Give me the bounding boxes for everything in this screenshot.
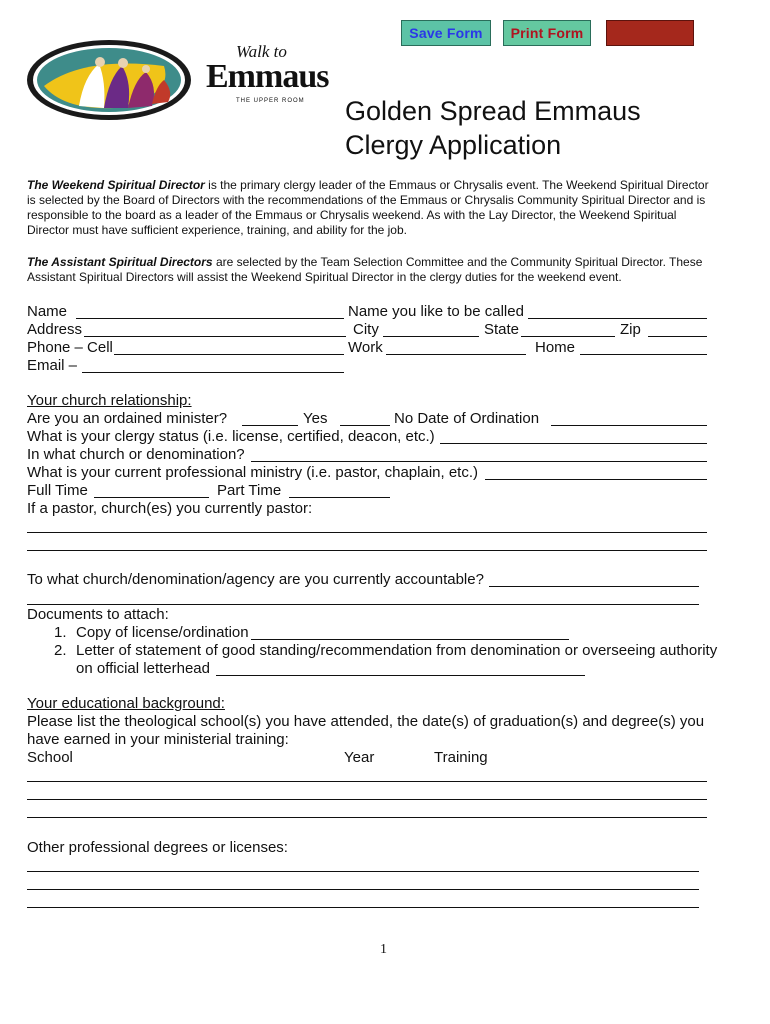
email-field[interactable] — [82, 372, 344, 373]
ordained-yes-field[interactable] — [242, 425, 298, 426]
logo-walk-to-text: Walk to — [236, 42, 287, 61]
reset-form-button[interactable] — [606, 20, 694, 46]
intro-p1-text: is the primary clergy leader of the Emmaus or Chrysalis event. The Weekend Spiritual Director is selected by the Board of Directors with the recommendations of the Emmaus or Chrysalis Community Spiritual Director and is responsible to the board as a leader of the Emmaus or Chrysalis weekend. As with the Lay Director, the Weekend Spiritual Director must have sufficient experience, training, and ability for the job. — [27, 178, 709, 237]
print-form-button[interactable] — [503, 20, 591, 46]
part-time-label: Part Time — [217, 482, 282, 499]
zip-label: Zip — [620, 321, 641, 338]
other-degrees-label: Other professional degrees or licenses: — [27, 839, 288, 856]
address-field[interactable] — [84, 336, 346, 337]
other-degrees-line-3[interactable] — [27, 907, 699, 908]
home-label: Home — [535, 339, 576, 356]
accountable-field[interactable] — [489, 586, 699, 587]
document-item-1-label: Copy of license/ordination — [76, 624, 249, 641]
print-form-label: Print Form — [510, 25, 584, 41]
church-heading: Your church relationship: — [27, 392, 192, 409]
page-title-line1: Golden Spread Emmaus — [345, 96, 641, 126]
intro-paragraph-2 — [27, 255, 717, 285]
education-instructions-line1: Please list the theological school(s) you have attended, the date(s) of graduation(s) and degree(s) you — [27, 713, 705, 730]
ordination-date-field[interactable] — [551, 425, 707, 426]
ministry-field[interactable] — [485, 479, 707, 480]
work-label: Work — [348, 339, 383, 356]
education-instructions-line2: have earned in your ministerial training: — [27, 731, 289, 748]
email-label: Email – — [27, 357, 78, 374]
intro-p1-bold: The Weekend Spiritual Director — [27, 178, 205, 192]
denomination-field[interactable] — [251, 461, 707, 462]
document-item-1-number: 1. — [54, 624, 67, 641]
pastor-field-line-2[interactable] — [27, 550, 707, 551]
ordained-label: Are you an ordained minister? — [27, 410, 228, 427]
home-field[interactable] — [580, 354, 707, 355]
accountable-field-line-2[interactable] — [27, 604, 699, 605]
education-field-line-1[interactable] — [27, 781, 707, 782]
address-label: Address — [27, 321, 83, 338]
ordination-date-label: No Date of Ordination — [394, 410, 540, 427]
intro-p2-bold: The Assistant Spiritual Directors — [27, 255, 213, 269]
zip-field[interactable] — [648, 336, 707, 337]
save-form-button[interactable] — [401, 20, 491, 46]
phone-cell-label: Phone – Cell — [27, 339, 113, 356]
city-field[interactable] — [383, 336, 479, 337]
denomination-label: In what church or denomination? — [27, 446, 245, 463]
documents-heading: Documents to attach: — [27, 606, 169, 623]
pastor-field-line-1[interactable] — [27, 532, 707, 533]
walk-to-emmaus-logo — [24, 36, 329, 122]
work-field[interactable] — [386, 354, 526, 355]
document-item-2-label-line2: on official letterhead — [76, 660, 210, 677]
intro-paragraph-1 — [27, 178, 717, 238]
clergy-status-field[interactable] — [440, 443, 707, 444]
column-year: Year — [344, 749, 375, 766]
called-field[interactable] — [528, 318, 707, 319]
page-number: 1 — [380, 942, 387, 957]
education-field-line-3[interactable] — [27, 817, 707, 818]
intro-p2-text: are selected by the Team Selection Committee and the Community Spiritual Director. These Assistant Spiritual Directors will assist the Weekend Spiritual Director in the clergy duties for the weekend event. — [27, 255, 703, 284]
name-label: Name — [27, 303, 68, 320]
license-field[interactable] — [251, 639, 569, 640]
page-title-line2: Clergy Application — [345, 130, 562, 160]
ordained-no-field[interactable] — [340, 425, 390, 426]
state-label: State — [484, 321, 520, 338]
state-field[interactable] — [521, 336, 615, 337]
document-item-2-label: Letter of statement of good standing/recommendation from denomination or overseeing authority — [76, 642, 718, 659]
pastor-label: If a pastor, church(es) you currently pastor: — [27, 500, 313, 517]
called-label: Name you like to be called — [348, 303, 524, 320]
logo-upper-room-text: THE UPPER ROOM — [236, 98, 305, 104]
education-heading: Your educational background: — [27, 695, 225, 712]
phone-cell-field[interactable] — [114, 354, 344, 355]
document-item-2-number: 2. — [54, 642, 67, 659]
clergy-status-label: What is your clergy status (i.e. license, certified, deacon, etc.) — [27, 428, 435, 445]
accountable-label: To what church/denomination/agency are you currently accountable? — [27, 571, 484, 588]
yes-label: Yes — [303, 410, 328, 427]
education-field-line-2[interactable] — [27, 799, 707, 800]
other-degrees-line-2[interactable] — [27, 889, 699, 890]
save-form-label: Save Form — [409, 25, 483, 41]
full-time-field[interactable] — [94, 497, 209, 498]
name-field[interactable] — [76, 318, 344, 319]
logo-emmaus-text: Emmaus — [206, 58, 329, 95]
ministry-label: What is your current professional ministry (i.e. pastor, chaplain, etc.) — [27, 464, 479, 481]
column-training: Training — [434, 749, 488, 766]
full-time-label: Full Time — [27, 482, 88, 499]
other-degrees-line-1[interactable] — [27, 871, 699, 872]
letterhead-field[interactable] — [216, 675, 585, 676]
part-time-field[interactable] — [289, 497, 390, 498]
city-label: City — [353, 321, 379, 338]
column-school: School — [27, 749, 73, 766]
